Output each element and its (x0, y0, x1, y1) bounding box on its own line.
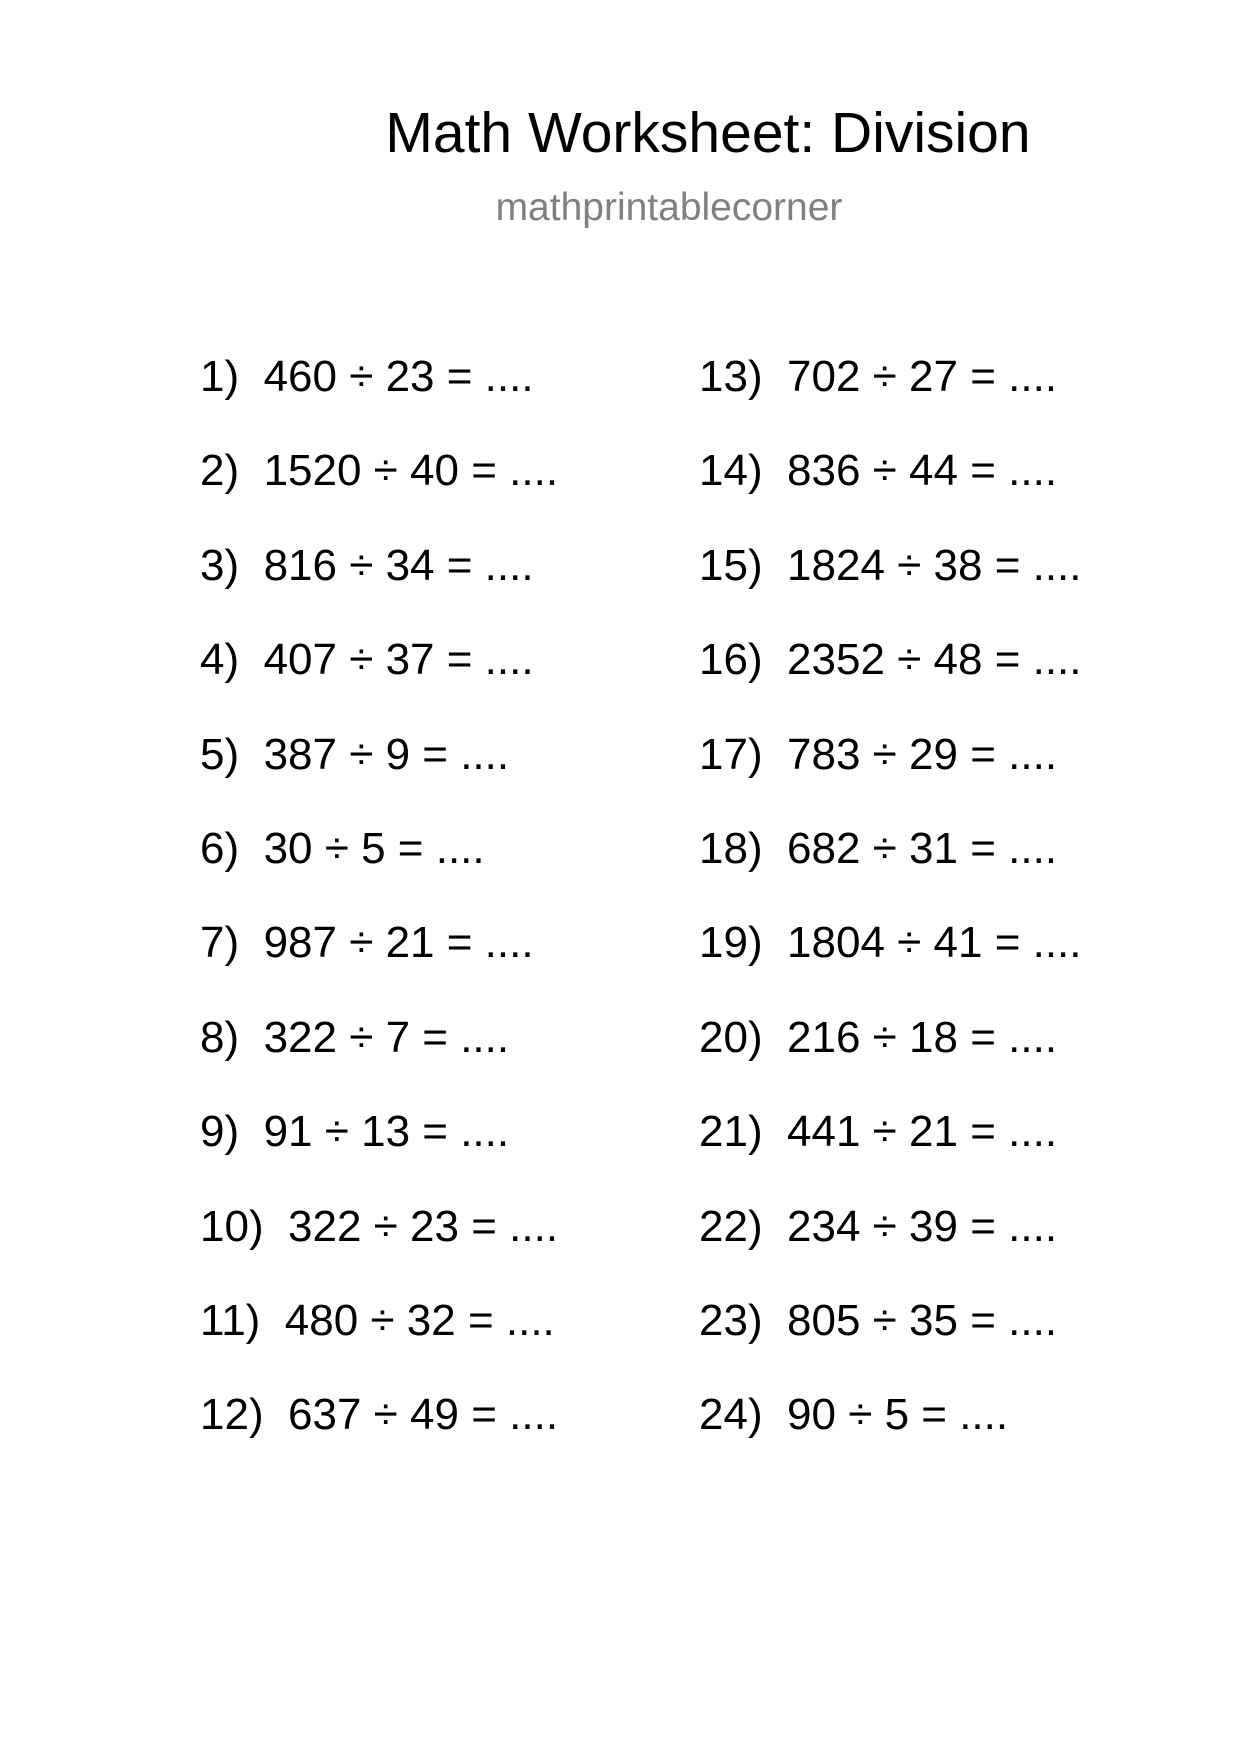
problem-17: 17) 783 ÷ 29 = .... (699, 729, 1058, 779)
problem-18: 18) 682 ÷ 31 = .... (699, 823, 1058, 873)
problem-24: 24) 90 ÷ 5 = .... (699, 1390, 1009, 1440)
problem-23: 23) 805 ÷ 35 = .... (699, 1295, 1058, 1345)
problem-9: 9) 91 ÷ 13 = .... (200, 1107, 510, 1157)
problem-4: 4) 407 ÷ 37 = .... (200, 635, 534, 685)
problem-19: 19) 1804 ÷ 41 = .... (699, 918, 1082, 968)
problem-22: 22) 234 ÷ 39 = .... (699, 1201, 1058, 1251)
problem-16: 16) 2352 ÷ 48 = .... (699, 635, 1082, 685)
site-name: mathprintablecorner (495, 186, 843, 229)
problem-5: 5) 387 ÷ 9 = .... (200, 729, 510, 779)
problem-12: 12) 637 ÷ 49 = .... (200, 1390, 559, 1440)
problem-2: 2) 1520 ÷ 40 = .... (200, 446, 559, 496)
problem-15: 15) 1824 ÷ 38 = .... (699, 540, 1082, 590)
problem-13: 13) 702 ÷ 27 = .... (699, 352, 1058, 401)
problem-8: 8) 322 ÷ 7 = .... (200, 1012, 510, 1062)
problem-1: 1) 460 ÷ 23 = .... (200, 352, 534, 401)
problem-6: 6) 30 ÷ 5 = .... (200, 823, 485, 873)
problem-11: 11) 480 ÷ 32 = .... (200, 1295, 555, 1345)
page-title: Math Worksheet: Division (385, 101, 1031, 165)
problem-14: 14) 836 ÷ 44 = .... (699, 446, 1058, 496)
problem-20: 20) 216 ÷ 18 = .... (699, 1012, 1058, 1062)
problem-10: 10) 322 ÷ 23 = .... (200, 1201, 559, 1251)
problem-column-right (699, 350, 1082, 1483)
problem-21: 21) 441 ÷ 21 = .... (699, 1107, 1058, 1157)
problem-7: 7) 987 ÷ 21 = .... (200, 918, 534, 968)
problem-3: 3) 816 ÷ 34 = .... (200, 540, 534, 590)
problem-column-left (200, 350, 558, 1483)
